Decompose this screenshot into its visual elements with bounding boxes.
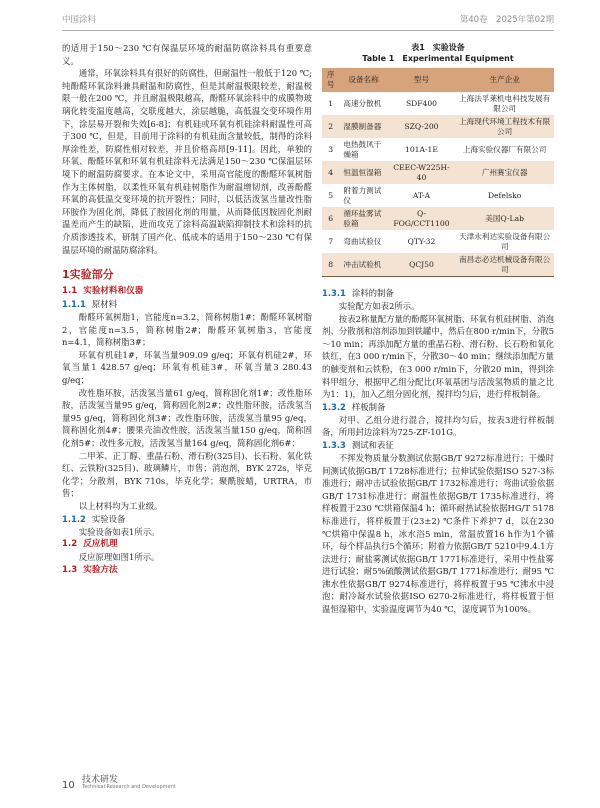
table-cell: QTY-32 xyxy=(407,236,436,246)
table-cell: 4 xyxy=(322,161,339,184)
section-heading xyxy=(322,439,554,452)
table-cell: 7 xyxy=(328,236,334,246)
table-cell: 6 xyxy=(322,207,339,230)
paragraph: 环氧有机硅1#，环氧当量909.09 g/eq；环氧有机硅2#，环氧当量1 428.57 g/eq；环氧有机硅3#，环氧当量3 280.43 g/eq； xyxy=(62,349,312,386)
section-title: 样板制备 xyxy=(351,401,386,412)
table-cell: 高速分散机 xyxy=(343,98,382,108)
table-cell: 冲击试验机 xyxy=(339,253,387,277)
table-cell: SZQ-200 xyxy=(388,115,456,138)
paragraph: 的适用于150～230 ℃有保温层环境的耐温防腐涂料具有重要意义。 xyxy=(62,43,312,66)
section-heading xyxy=(322,287,554,300)
issue-info: 第40卷 2025年第02期 xyxy=(459,15,554,25)
paragraph: 对甲、乙组分进行混合，搅拌均匀后，按表3进行样板制备，所用封边涂料为725-ZF-101G。 xyxy=(322,414,554,438)
section-heading xyxy=(62,564,312,577)
section-number: 1.1.2 xyxy=(62,513,86,524)
paragraph: 实验配方如表2所示。 xyxy=(338,301,420,311)
paragraph: 二甲苯、正丁醇、重晶石粉、滑石粉(325目)、长石粉、氧化铁红、云铁粉(325目)、玻璃鳞片，市售；消泡剂，BYK 272s，毕克化学；分散剂，BYK 710s，毕克化学；聚酰胺蜡，URTRA，市售； xyxy=(62,450,312,499)
paragraph: 酚醛环氧树脂1，官能度n=3.2，简称树脂1#；酚醛环氧树脂2，官能度n=3.5，简称树脂2#；酚醛环氧树脂3，官能度n=4.1，简称树脂3#； xyxy=(62,312,312,348)
paragraph: 反应原理如图1所示。 xyxy=(78,552,160,563)
table-cell: 上海实验仪器厂有限公司 xyxy=(462,144,547,154)
table-caption-en: Table 1 Experimental Equipment xyxy=(362,54,514,63)
section-title: 原材料 xyxy=(91,299,117,310)
section-number: 1.2 xyxy=(62,539,78,550)
table-cell: 天津永利达实验设备有限公司 xyxy=(459,231,551,251)
table-header-cell: 设备名称 xyxy=(339,68,387,92)
table-cell: 1 xyxy=(328,98,334,108)
paragraph: 改性脂环胺，活泼氢当量61 g/eq，简称固化剂1#；改性脂环胺，活泼氢当量95 g/eq，简称固化剂2#；改性脂环胺，活泼氢当量95 g/eq，简称固化剂3#；改性脂环胺，活泼氢当量95 g/eq，简称固化剂4#；腰果壳油改性胺，活泼氢当量150 g/eq，简称固化剂5#；改性多元胺，活泼氢当量164 g/eq，简称固化剂6#； xyxy=(62,387,312,449)
table-cell: 2 xyxy=(322,115,339,138)
page-footer xyxy=(62,773,176,792)
table-header-cell: 型号 xyxy=(388,68,456,92)
equipment-table xyxy=(322,68,554,277)
table-cell: SDF400 xyxy=(405,98,437,108)
table-cell: 弯曲试验仪 xyxy=(343,236,382,246)
table-cell: 南昌志必达机械设备有限公司 xyxy=(455,253,554,277)
header-divider xyxy=(62,30,554,31)
footer-section-cn: 技术研发 xyxy=(82,775,119,785)
table-caption xyxy=(322,42,554,64)
table-cell: 5 xyxy=(328,190,334,200)
table-cell: 恒温恒湿箱 xyxy=(339,161,387,184)
running-header xyxy=(62,13,554,29)
right-column-text xyxy=(322,287,554,616)
section-title: 实验设备 xyxy=(91,513,126,524)
section-number: 1.1 xyxy=(62,286,78,297)
section-heading xyxy=(62,538,312,551)
table-cell: Q-FOG/CCT1100 xyxy=(388,207,456,230)
section-number: 1.3.1 xyxy=(322,288,346,298)
table-header-cell: 生产企业 xyxy=(455,68,554,92)
table-cell: 3 xyxy=(328,144,334,154)
right-column xyxy=(322,42,554,616)
section-title: 实验材料和仪器 xyxy=(83,286,144,297)
table-cell: 广州赛宝仪器 xyxy=(455,161,554,184)
table-row xyxy=(322,253,554,277)
table-cell: 湿膜制备器 xyxy=(339,115,387,138)
table-row xyxy=(322,230,554,253)
table-cell: 美国Q-Lab xyxy=(455,207,554,230)
section-heading xyxy=(62,513,312,526)
table-header-row xyxy=(322,68,554,92)
table-row xyxy=(322,207,554,230)
section-heading xyxy=(62,298,312,311)
footer-section-en: Technical Research and Development xyxy=(82,784,176,790)
table-row xyxy=(322,161,554,184)
table-row xyxy=(322,184,554,207)
table-cell: Defelsko xyxy=(487,190,522,200)
section-heading xyxy=(322,401,554,414)
table-cell: 101A-1E xyxy=(405,144,438,154)
paragraph: 实验设备如表1所示。 xyxy=(78,526,160,537)
section-title: 涂料的制备 xyxy=(351,288,394,298)
table-header-cell: 序号 xyxy=(322,68,339,92)
table-cell: CEEC-W225H-40 xyxy=(388,161,456,184)
section-number: 1.3 xyxy=(62,564,78,575)
table-cell: 上海现代环境工程技术有限公司 xyxy=(455,115,554,138)
table-cell: 附着力测试仪 xyxy=(343,185,382,205)
paragraph: 不挥发物质量分数测试依据GB/T 9272标准进行；干燥时间测试依据GB/T 1728标准进行；拉伸试验依据ISO 527-3标准进行；耐冲击试验依据GB/T 1732标准进行；弯曲试验依据GB/T 1731标准进行；耐温性依据GB/T 1735标准进行，将样板置于230 ℃烘箱保温4 h；循环耐热试验依据HG/T 5178标准进行，将样板置于(23±2) ℃条件下养护7 d，以在230 ℃烘箱中保温8 h，冰水浴5 min，常温放置16 h作为1个循环，每个样品执行5个循环；附着力依据GB/T 5210中9.4.1方法进行；耐盐雾测试依据GB/T 1771标准进行，采用中性盐雾进行试验；耐5%硫酸测试依据GB/T 1771标准进行；耐95 ℃沸水性依据GB/T 9274标准进行，将样板置于95 ℃沸水中浸泡；耐冷凝水试验依据ISO 6270-2标准进行，将样板置于恒温恒湿箱中，实验温度调节为40 ℃，湿度调节为100%。 xyxy=(322,452,554,615)
section-title: 反应机理 xyxy=(83,539,118,550)
table-row xyxy=(322,92,554,115)
section-heading xyxy=(62,285,312,298)
section-title: 测试和表征 xyxy=(351,439,394,450)
page-number: 10 xyxy=(62,780,75,791)
table-cell: 电热鼓风干燥箱 xyxy=(343,139,382,159)
journal-name: 中国涂料 xyxy=(62,15,97,25)
table-row xyxy=(322,115,554,138)
paragraph: 以上材料均为工业级。 xyxy=(78,501,163,511)
table-cell: 上海法孚莱机电科技发展有限公司 xyxy=(459,93,551,113)
left-column xyxy=(62,42,312,577)
section-heading xyxy=(62,268,312,282)
table-cell: QCJ50 xyxy=(388,253,456,277)
table-row xyxy=(322,138,554,161)
section-title: 实验部分 xyxy=(69,268,114,282)
section-number: 1 xyxy=(62,268,70,282)
section-title: 实验方法 xyxy=(83,564,118,575)
table-cell: AT-A xyxy=(412,190,431,200)
paragraph: 按表2称量配方量的酚醛环氧树脂、环氧有机硅树脂、消泡剂、分散剂和溶剂添加到铁罐中，然后在800 r/min下，分散5～10 min；再添加配方量的重晶石粉、滑石粉、长石粉和氧化铁红，在3 000 r/min下，分散30～40 min；继续添加配方量的触变剂和云铁粉，在3 000 r/min下，分散20 min，得到涂料甲组分，根据甲乙组分配比(环氧基团与活泼氢物质的量之比为1：1)，加入乙组分固化剂，搅拌均匀后，进行样板制备。 xyxy=(322,313,554,400)
section-number: 1.3.2 xyxy=(322,401,346,412)
paragraph: 通常，环氧涂料具有很好的防腐性，但耐温性一般低于120 ℃;纯酚醛环氧涂料兼具耐温和防腐性，但是其耐温极限较差，耐温极限一般在200 ℃，并且耐温极限越高，酚醛环氧涂料中的成膜物玻璃化转变温度越高，交联度越大，涂层越脆，高低温交变环境作用下，涂层易开裂和失效[6-8]；有机硅或环氧有机硅涂料耐温性可高于300 ℃，但是，目前用于涂料的有机硅面含量较低，制得的涂料厚涂性差，防腐性相对较差，并且价格高昂[9-11]。因此，单独的环氧、酚醛环氧和环氧有机硅涂料无法满足150～230 ℃保温层环境下的耐温防腐要求。在本论文中，采用高官能度的酚醛环氧树脂作为主体树脂，以柔性环氧有机硅树脂作为耐温增韧剂，改善酚醛环氧的高低温交变环境的抗开裂性；同时，以低活泼氢当量改性脂环胺作为固化剂，降低了胺固化剂的用量，从而降低因胺固化剂耐温差而产生的缺陷，进而攻克了涂料高温缺陷抑制技术和涂料的抗介质渗透技术，研制了国产化、低成本的适用于150～230 ℃有保温层环境的耐温防腐涂料。 xyxy=(62,68,312,255)
table-caption-cn: 表1 实验设备 xyxy=(411,43,465,52)
table-cell: 8 xyxy=(322,253,339,277)
section-number: 1.1.1 xyxy=(62,299,86,310)
table-cell: 循环盐雾试验箱 xyxy=(339,207,387,230)
section-number: 1.3.3 xyxy=(322,439,346,450)
